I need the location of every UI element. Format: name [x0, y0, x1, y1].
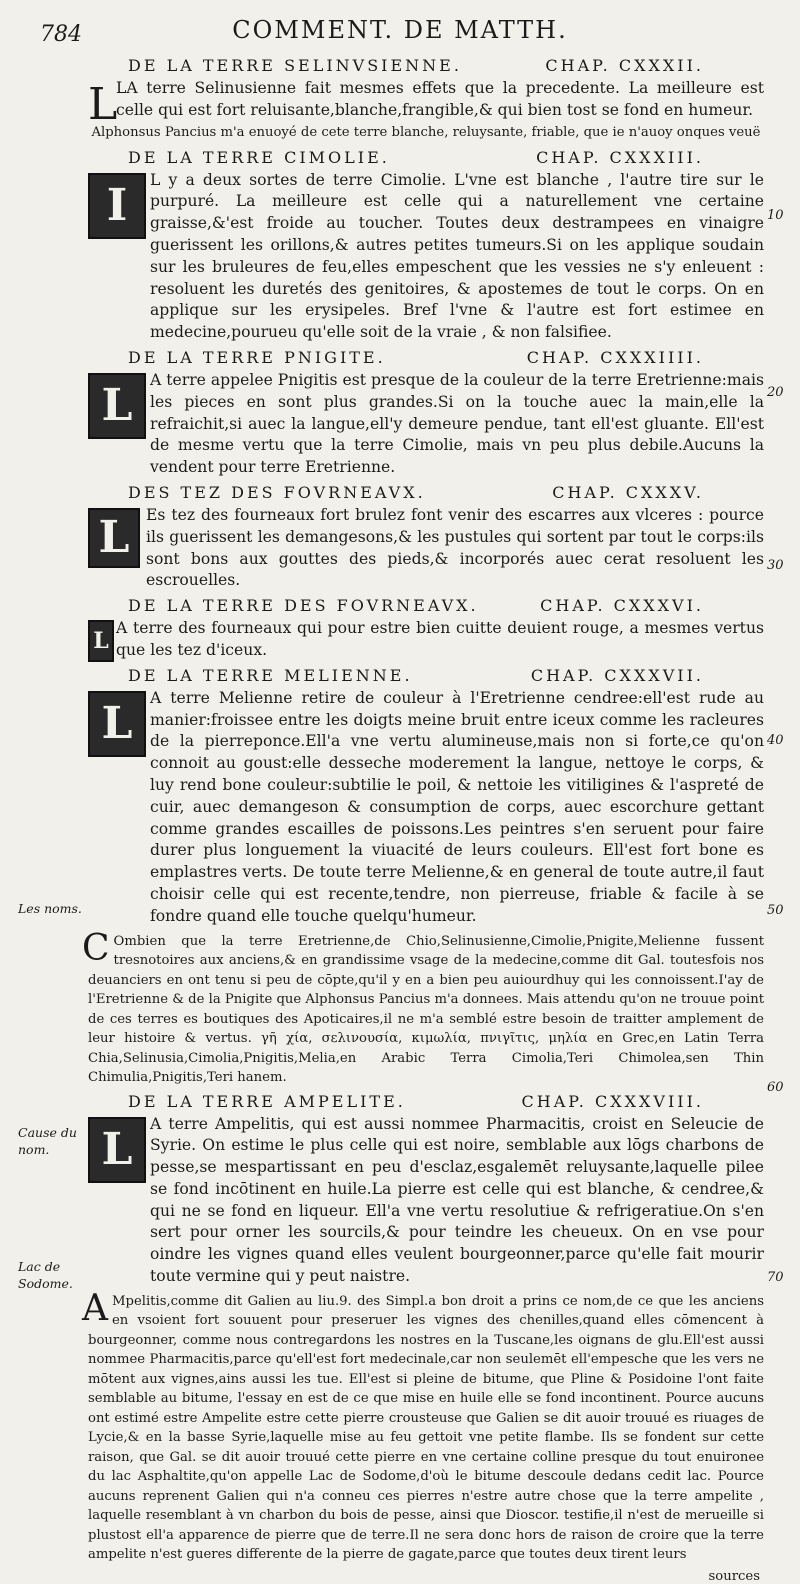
commentary-note: Alphonsus Pancius m'a enuoyé de cete terre blanche, reluysante, friable, que ie n'auoy onques veuë — [91, 124, 761, 140]
line-number: 30 — [767, 558, 784, 573]
line-number: 70 — [767, 1270, 784, 1285]
chapter-number: CHAP. CXXXII. — [545, 56, 704, 75]
chapter-number: CHAP. CXXXIIII. — [526, 347, 704, 367]
chapter-text: L A terre des fourneaux qui pour estre bien cuitte deuient rouge, a mesmes vertus que les tez d'iceux. — [88, 618, 764, 662]
catchword: sources — [708, 1568, 760, 1584]
decorated-initial: L — [88, 620, 114, 662]
page-number: 784 — [40, 22, 82, 47]
line-number: 20 — [767, 385, 784, 400]
chapter-number: CHAP. CXXXIII. — [536, 147, 704, 167]
chapter-heading — [88, 666, 764, 686]
chapter-heading — [88, 348, 764, 368]
chapter-heading — [88, 56, 764, 76]
decorated-initial: L — [88, 691, 146, 757]
chapter-text: L A terre Melienne retire de couleur à l'Eretrienne cendree:ell'est rude au manier:froissee entre les doigts meine bruit entre iceux comme les racleures de la pierreponce.Ell'a vne vertu alumineuse,mais non si forte,ce qu'on connoit au goust:elle desseche moderement la langue, nettoye le corps, & luy rend bone couleur:subtilie le poil, & nettoie les vitiligines & l'aspreté de cuir, auec demangeson & consumption de corps, auec escorchure gettant comme grandes escailles de poissons.Les peintres s'en seruent pour faire durer plus longuement la viuacité de leurs couleurs. Ell'est fort bone es emplastres verts. De toute terre Melienne,& en general de toute autre,il faut choisir celle qui est recente,tendre, non pierreuse, friable & facile à se fondre quand elle touche quelqu'humeur. — [88, 688, 764, 928]
chapter-title: DE LA TERRE DES FOVRNEAVX. — [128, 596, 479, 616]
margin-note-names: Les noms. — [18, 901, 82, 916]
line-number: 50 — [767, 903, 784, 918]
chapter-number: CHAP. CXXXVI. — [540, 596, 704, 616]
chapter-text: L A terre Ampelitis, qui est aussi nommee Pharmacitis, croist en Seleucie de Syrie. On estime le plus celle qui est noire, semblable aux lōgs charbons de pesse,se mespartissant en peu d'esclaz,esgalemēt reluysante,laquelle pilee se fond incōtinent en huile.La pierre est celle qui est blanche, & cendree,& qui ne se fond en liqueur. Ell'a vne vertu resolutiue & refrigeratiue.On s'en sert pour orner les sourcils,& pour teindre les cheueux. On en vse pour oindre les vignes quand elles veulent bourgeonner,parce qu'elle fait mourir toute vermine qui y peut naistre. — [88, 1114, 764, 1288]
chapter-title: DES TEZ DES FOVRNEAVX. — [128, 482, 426, 502]
margin-note-sodome: Lac de Sodome. — [18, 1259, 73, 1291]
chapter-heading — [88, 1092, 764, 1112]
chapter-number: CHAP. CXXXVIII. — [521, 1091, 704, 1111]
chapter-title: DE LA TERRE PNIGITE. — [128, 347, 386, 367]
chapter-title: DE LA TERRE CIMOLIE. — [128, 147, 390, 167]
chapter-text: I L y a deux sortes de terre Cimolie. L'vne est blanche , l'autre tire sur le purpuré. La meilleure est celle qui a naturellement vne certaine graisse,&'est froide au toucher. Toutes deux destrampees en vinaigre guerissent les orillons,& autres petites tumeurs.Si on les applique soudain sur les bruleures de feu,elles empeschent que les vessies ne s'y enleuent : resoluent les duretés des genitoires, & apostemes de tout le corps. On en applique sur les erysipeles. Bref l'vne & l'autre est fort estimee en medecine,pourueu qu'elle soit de la vraie , & non falsifiee. — [88, 170, 764, 344]
chapter-heading — [88, 596, 764, 616]
chapter-text: L Es tez des fourneaux fort brulez font venir des escarres aux vlceres : pource ils guerissent les demangesons,& les pustules qui sortent par tout le corps:ils sont bons aux gouttes des pieds,& incorporés auec cerat resoluent les escrouelles. — [88, 505, 764, 592]
chapter-number: CHAP. CXXXV. — [552, 482, 704, 502]
decorated-initial: I — [88, 173, 146, 239]
margin-note-cause: Cause du nom. — [18, 1125, 77, 1157]
text-column — [82, 52, 764, 1584]
commentary-block: C Ombien que la terre Eretrienne,de Chio,Selinusienne,Cimolie,Pnigite,Melienne fussent tresnotoires aux anciens,& en grandissime vsage de la medecine,comme dit Gal. toutesfois nos deuanciers en ont tenu si peu de cōpte,qu'il y en a bien peu auiourdhuy qui les connoissent.I'ay de l'Eretrienne & de la Pnigite que Alphonsus Pancius m'a donnees. Mais attendu qu'on ne trouue point de ces terres es boutiques des Apoticaires,il ne m'a semblé estre besoin de traitter amplement de leur histoire & vertus. γῆ χία, σελινουσία, κιμωλία, πνιγῖτις, μηλία en Grec,en Latin Terra Chia,Selinusia,Cimolia,Pnigitis,Melia,en Arabic Terra Cimolia,Teri Chimolea,sen Thin Chimulia,Pnigitis,Teri hanem. — [82, 927, 764, 1085]
chapter-text: L A terre appelee Pnigitis est presque de la couleur de la terre Eretrienne:mais les pieces en sont plus grandes.Si on la touche auec la main,elle la refraichit,si auec la langue,ell'y demeure pendue, tant ell'est gluante. Ell'est de mesme vertu que la terre Cimolie, mais vn peu plus debile.Aucuns la vendent pour terre Eretrienne. — [88, 370, 764, 479]
commentary-initial: C — [82, 927, 110, 969]
line-number: 60 — [767, 1080, 784, 1095]
chapter-heading — [88, 483, 764, 503]
chapter-title: DE LA TERRE SELINVSIENNE. — [128, 56, 462, 75]
running-title: COMMENT. DE MATTH. — [232, 16, 568, 44]
chapter-number: CHAP. CXXXVII. — [530, 665, 704, 685]
chapter-title: DE LA TERRE AMPELITE. — [128, 1091, 406, 1111]
chapter-text: L LA terre Selinusienne fait mesmes effets que la precedente. La meilleure est celle qui est fort reluisante,blanche,frangible,& qui bien tost se fond en humeur. — [88, 79, 764, 130]
line-number: 10 — [767, 208, 784, 223]
decorated-initial: L — [88, 373, 146, 439]
decorated-initial: L — [88, 1117, 146, 1183]
chapter-heading — [88, 148, 764, 168]
commentary-block: A Mpelitis,comme dit Galien au liu.9. des Simpl.a bon droit a prins ce nom,de ce que les anciens en vsoient fort souuent pour preseruer les vignes des chenilles,quand elles cōmencent à bourgeonner, comme nous contregardons les nostres en la Tuscane,les oignans de glu.Ell'est aussi nommee Pharmacitis,parce qu'ell'est fort medecinale,car non seulemēt ell'empesche que les vers ne mōtent aux vignes,ains aussi les tue. Ell'est si pleine de bitume, que Pline & Posidoine l'ont faite semblable au bitume, l'essay en est de ce que mise en huile elle se fond incontinent. Pource aucuns ont estimé estre Ampelite estre cette pierre crousteuse que Galien se dit auoir trouué es riuages de Lycie,& en la basse Syrie,laquelle mise au feu gettoit vne petite flambe. Ils se fondent sur cette raison, que Gal. se dit auoir trouué cette pierre en vne certaine colline presque du tout enuironee du lac Asphaltite,qu'on appelle Lac de Sodome,d'où le bitume descoule dedans cedit lac. Pource aucuns reprenent Galien qui n'a conneu ces pierres n'estre autre chose que la terre ampelite , laquelle resemblant à vn charbon du bois de pesse, ainsi que Dioscor. testifie,il n'est de merueille si plustost ell'a apparence de pierre que de terre.Il ne sera donc hors de raison de croire que la terre ampelite n'est gueres differente de la pierre de gagate,parce que toutes deux tirent leurs — [82, 1287, 764, 1563]
initial-letter: L — [88, 79, 118, 130]
chapter-title: DE LA TERRE MELIENNE. — [128, 665, 413, 685]
line-number: 40 — [767, 733, 784, 748]
decorated-initial: L — [88, 508, 140, 568]
commentary-initial: A — [82, 1287, 108, 1329]
